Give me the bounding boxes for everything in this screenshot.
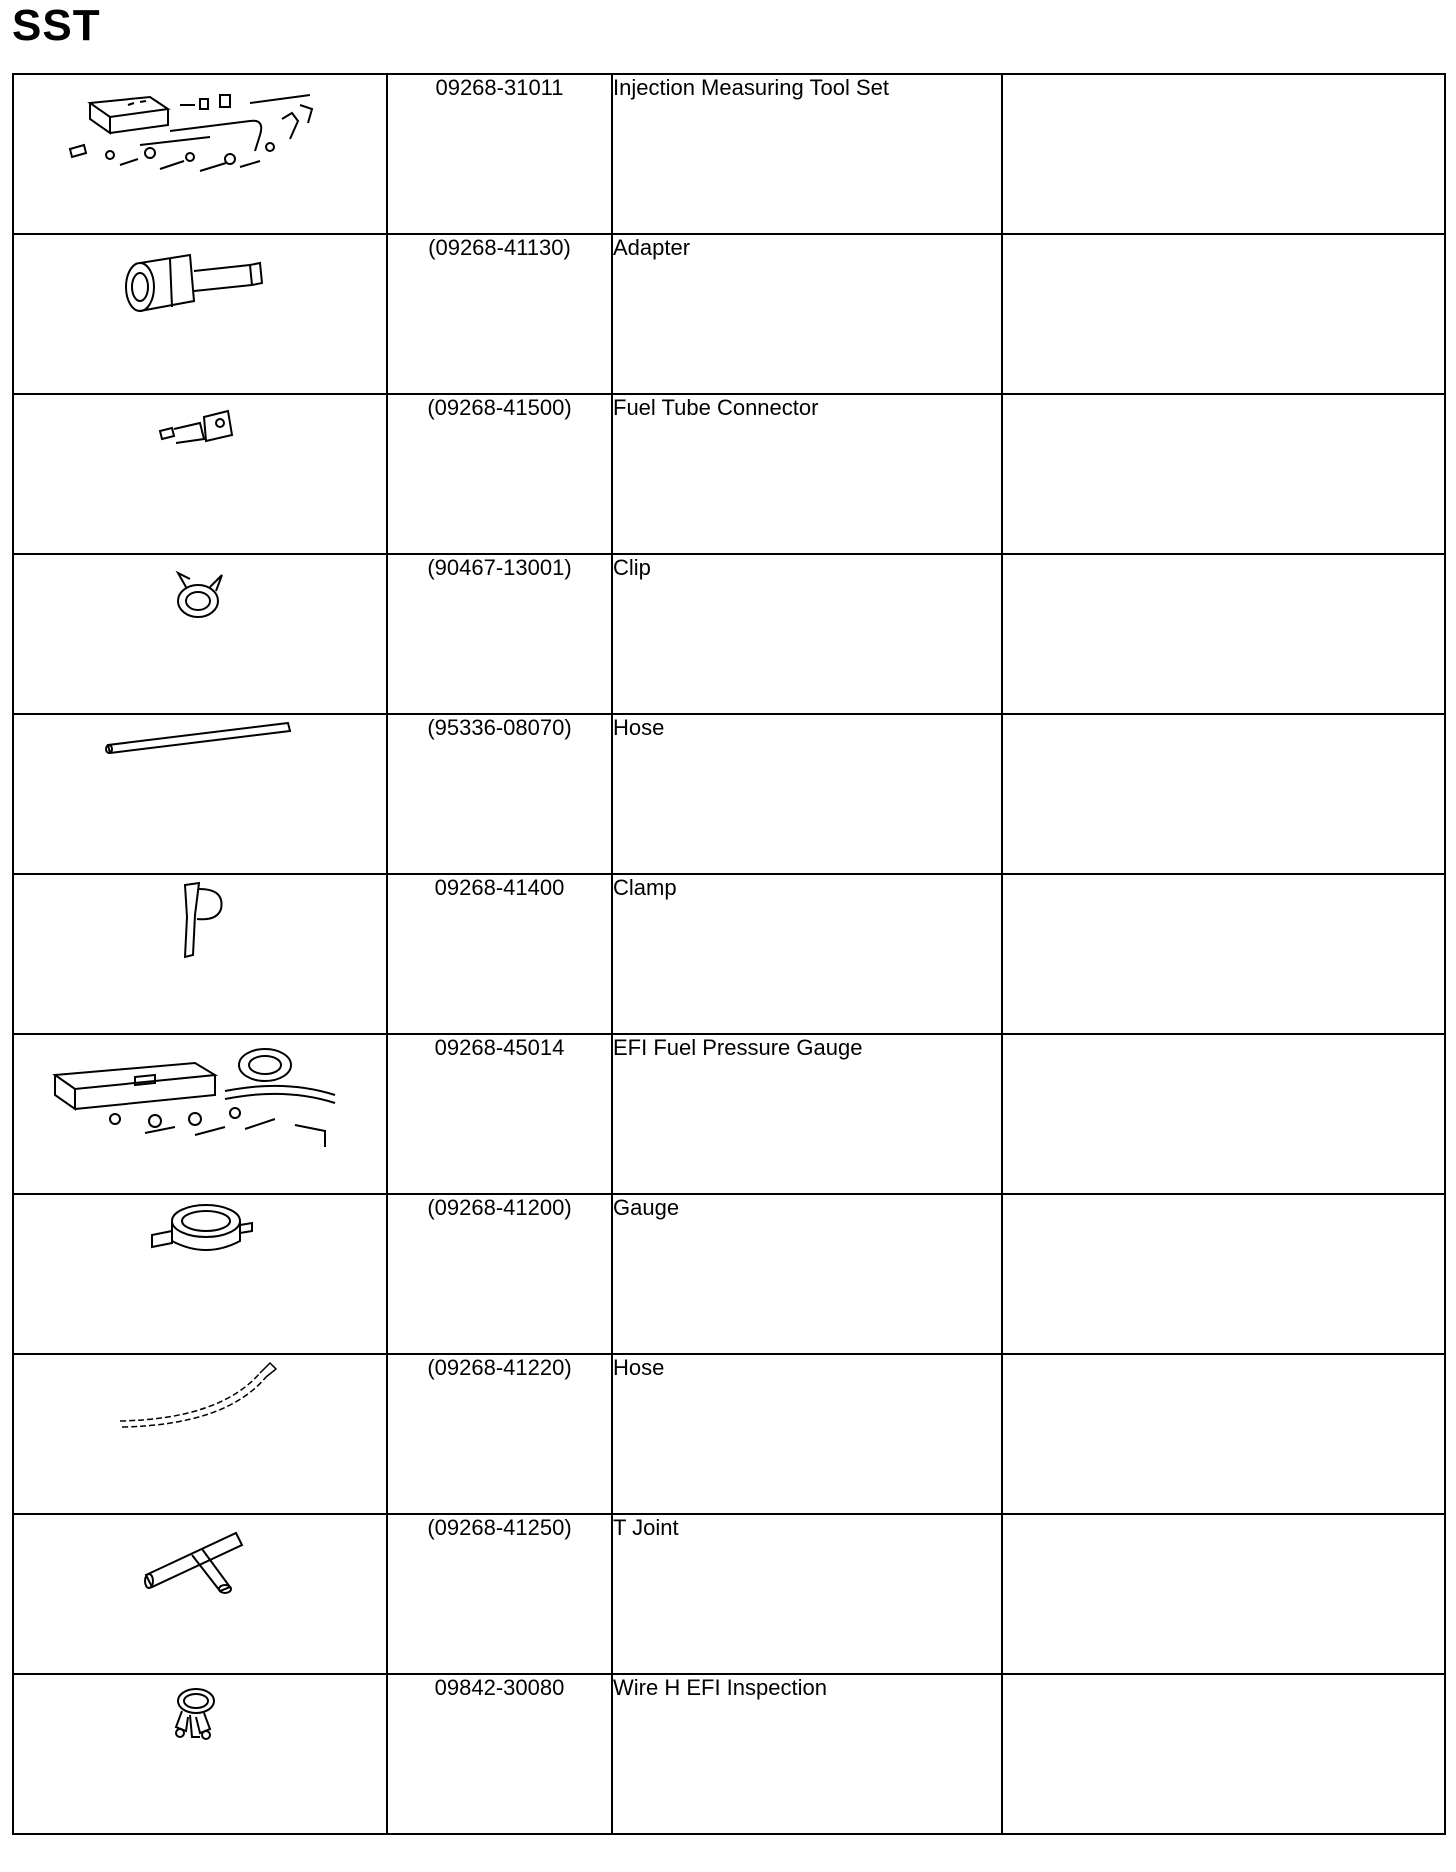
illustration-cell xyxy=(13,554,387,714)
table-row xyxy=(13,1194,1445,1354)
part-number: (09268-41200) xyxy=(387,1194,612,1354)
remarks-cell xyxy=(1002,1194,1445,1354)
injection-tool-set-icon xyxy=(50,75,350,185)
part-number: (09268-41220) xyxy=(387,1354,612,1514)
table-row xyxy=(13,394,1445,554)
illustration-cell xyxy=(13,874,387,1034)
part-name: Gauge xyxy=(612,1194,1002,1354)
adapter-icon xyxy=(110,235,290,325)
part-name: Clip xyxy=(612,554,1002,714)
part-name: T Joint xyxy=(612,1514,1002,1674)
curved-hose-icon xyxy=(110,1355,290,1435)
inspection-wire-icon xyxy=(160,1675,240,1755)
table-row xyxy=(13,1514,1445,1674)
part-number: 09268-31011 xyxy=(387,74,612,234)
table-row xyxy=(13,554,1445,714)
part-name: Clamp xyxy=(612,874,1002,1034)
part-number: 09842-30080 xyxy=(387,1674,612,1834)
illustration-cell xyxy=(13,234,387,394)
part-name: Wire H EFI Inspection xyxy=(612,1674,1002,1834)
illustration-cell xyxy=(13,714,387,874)
straight-hose-icon xyxy=(100,715,300,755)
remarks-cell xyxy=(1002,74,1445,234)
remarks-cell xyxy=(1002,554,1445,714)
part-number: 09268-41400 xyxy=(387,874,612,1034)
illustration-cell xyxy=(13,1514,387,1674)
part-number: (09268-41130) xyxy=(387,234,612,394)
remarks-cell xyxy=(1002,874,1445,1034)
part-name: Injection Measuring Tool Set xyxy=(612,74,1002,234)
part-number: (09268-41500) xyxy=(387,394,612,554)
part-name: Hose xyxy=(612,714,1002,874)
illustration-cell xyxy=(13,1034,387,1194)
sst-table xyxy=(12,73,1446,1835)
remarks-cell xyxy=(1002,234,1445,394)
remarks-cell xyxy=(1002,394,1445,554)
table-row xyxy=(13,1034,1445,1194)
illustration-cell xyxy=(13,1354,387,1514)
remarks-cell xyxy=(1002,1034,1445,1194)
part-name: Hose xyxy=(612,1354,1002,1514)
illustration-cell xyxy=(13,394,387,554)
table-row xyxy=(13,74,1445,234)
fuel-pressure-gauge-kit-icon xyxy=(45,1035,355,1155)
gauge-icon xyxy=(140,1195,260,1265)
illustration-cell xyxy=(13,74,387,234)
part-number: (90467-13001) xyxy=(387,554,612,714)
table-row xyxy=(13,1674,1445,1834)
clamp-icon xyxy=(165,875,235,965)
part-number: (95336-08070) xyxy=(387,714,612,874)
part-name: Adapter xyxy=(612,234,1002,394)
t-joint-icon xyxy=(130,1515,270,1605)
table-row xyxy=(13,1354,1445,1514)
table-row xyxy=(13,234,1445,394)
remarks-cell xyxy=(1002,1514,1445,1674)
clip-icon xyxy=(160,555,240,635)
fuel-tube-connector-icon xyxy=(150,395,250,455)
part-number: (09268-41250) xyxy=(387,1514,612,1674)
illustration-cell xyxy=(13,1194,387,1354)
remarks-cell xyxy=(1002,1354,1445,1514)
remarks-cell xyxy=(1002,714,1445,874)
remarks-cell xyxy=(1002,1674,1445,1834)
table-row xyxy=(13,874,1445,1034)
illustration-cell xyxy=(13,1674,387,1834)
part-name: EFI Fuel Pressure Gauge xyxy=(612,1034,1002,1194)
table-row xyxy=(13,714,1445,874)
part-name: Fuel Tube Connector xyxy=(612,394,1002,554)
page-title: SST xyxy=(12,1,101,50)
part-number: 09268-45014 xyxy=(387,1034,612,1194)
